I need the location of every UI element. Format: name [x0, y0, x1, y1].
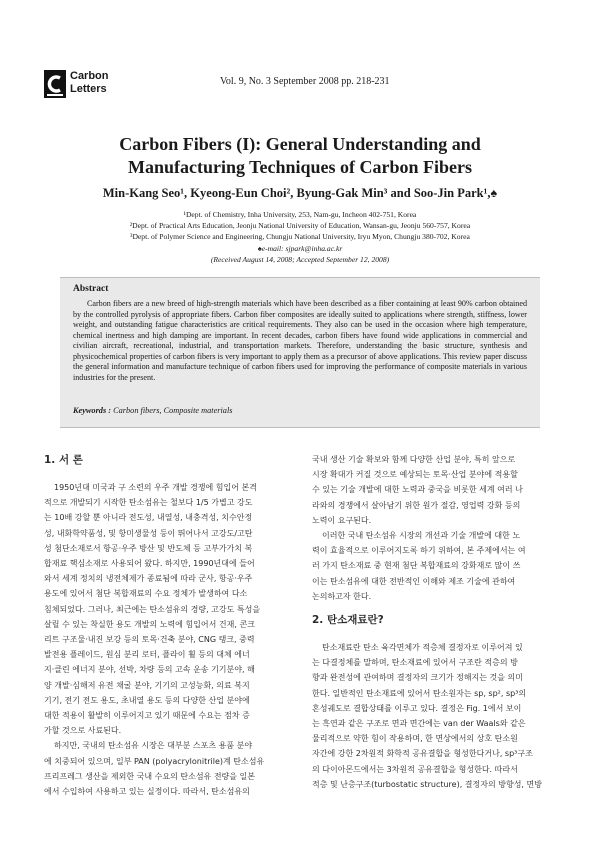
abstract-body: [73, 299, 527, 383]
abstract-box: [60, 277, 540, 428]
section-1-p1-line: 살릴 수 있는 착실한 용도 개발의 노력에 힘입어서 건재, 콘크: [44, 619, 255, 629]
section-1-p3-line: 국내 생산 기술 확보와 함께 다양한 산업 분야, 특히 앞으로: [312, 455, 516, 464]
logo-line-2: Letters: [70, 83, 107, 95]
section-2-p1-line: 적층 및 난층구조(turbostatic structure), 결정자의 방향성, 면방: [312, 779, 542, 789]
section-1-p1-line: 성 첨단소재로서 항공·우주 방산 및 반도체 등 고부가가치 복: [44, 543, 253, 553]
corresponding-email: ♠e-mail: sjpark@inha.ac.kr: [257, 243, 343, 253]
section-1-p2-line: 에 치중되어 있으며, 일부 PAN (polyacrylonitrile)계 탄소섬유: [44, 756, 265, 766]
section-1-p2-line: 에서 수입하여 사용하고 있는 실정이다. 따라서, 탄소섬유의: [44, 787, 250, 797]
section-1-p1-line: 와서 세계 정치의 냉전체제가 종료됨에 따라 군사, 항공·우주: [44, 574, 253, 584]
keywords-list: Carbon fibers, Composite materials: [111, 406, 233, 415]
section-2-p1-line: 혼성궤도로 결합상태를 이루고 있다. 결정은 Fig. 1에서 보이: [312, 703, 522, 713]
section-1-paragraph-4: [312, 528, 556, 604]
section-1-paragraph-3: [312, 452, 556, 528]
section-1-p3-line: 시장 확대가 커질 것으로 예상되는 토목·산업 분야에 적용할: [312, 470, 518, 480]
abstract-heading: Abstract: [73, 284, 109, 294]
logo-line-1: Carbon: [70, 70, 109, 82]
keywords-label: Keywords :: [73, 406, 112, 415]
section-1-p1-line: 가할 것으로 사료된다.: [44, 726, 122, 736]
section-2-heading: 2. 탄소재료란?: [312, 614, 384, 627]
section-1-p2-line: 프리프레그 생산을 제외한 국내 수요의 탄소섬유 전량을 일본: [44, 771, 255, 781]
abstract-paragraph: Carbon fibers are a new breed of high-strength materials which have been described as a fiber containing at least 90% carbon obtained by the controlled pyrolysis of appropriate fibers. Carbon fiber composites are ideally suited to applications where strength, stiffness, lower weight, and outstanding fatigue characteristics are critical requirements. They also can be used in the occasion where high temperature, chemical inertness and high damping are important. In recent decades, carbon fibers have found wide applications in commercial and civilian aircraft, recreational, industrial, and transportation markets. Therefore, understanding the basic structure, synthesis and physicochemical properties of carbon fibers is very important to apply them as a precursor of above applications. This review paper discuss the general information and manufacture technique of carbon fibers used for improving the performance of composite materials in various industries for the present.: [73, 299, 527, 382]
left-column: [44, 452, 288, 799]
section-2-p1-line: 향과 완전성에 관여하며 결정자의 크기가 정해지는 것을 의미: [312, 673, 523, 683]
section-1-p3-line: 라와의 경쟁에서 살아남기 위한 원가 절감, 영업력 강화 등의: [312, 500, 521, 510]
section-1-p1-line: 는 10배 강할 뿐 아니라 전도성, 내열성, 내충격성, 치수안정: [44, 513, 253, 523]
section-1-heading: 1. 서 론: [44, 454, 83, 466]
title-line-1: Carbon Fibers (I): General Understanding and: [119, 134, 481, 154]
right-column: [312, 452, 556, 792]
keywords: [73, 406, 233, 415]
section-1-p1-line: 적으로 개발되기 시작한 탄소섬유는 철보다 1/5 가볍고 강도: [44, 498, 253, 508]
section-2-p1-line: 는 흑연과 같은 구조로 면과 면간에는 van der Waals와 같은: [312, 719, 526, 729]
affiliation-1: ¹Dept. of Chemistry, Inha University, 253, Nam-gu, Incheon 402-751, Korea: [183, 210, 417, 219]
section-1-p1-line: 용도에 있어서 첨단 복합재료의 수요 정체가 발생하여 다소: [44, 589, 248, 599]
section-1-p1-line: 양 개발·심해저 유전 채굴 분야, 기기의 고성능화, 의료 복지: [44, 680, 250, 690]
author-list: Min-Kang Seo¹, Kyeong-Eun Choi², Byung-Gak Min³ and Soo-Jin Park¹,♠: [102, 186, 498, 200]
section-1-p1-line: 성, 내화학약품성, 및 항미생물성 등이 뛰어나서 고강도/고탄: [44, 528, 253, 538]
section-2-p1-line: 자간에 강한 2차원적 화학적 공유결합을 형성한다거나, sp³구조: [312, 749, 533, 759]
received-dates: (Received August 14, 2008; Accepted September 12, 2008): [210, 254, 390, 264]
journal-logo-text: [70, 70, 109, 96]
carbon-letters-logo-icon: [44, 70, 66, 98]
section-1-p4-line: 이러한 국내 탄소섬유 시장의 개선과 기술 개발에 대한 노: [322, 531, 521, 541]
section-1-p1-line: 지·클린 에너지 분야, 선박, 차량 등의 고속 운송 기기분야, 해: [44, 665, 255, 675]
paper-title: [60, 133, 540, 179]
section-2-p1-line: 탄소재료란 탄소 육각면체가 적층체 결정자로 이루어져 있: [322, 643, 523, 653]
section-1-paragraph-1: [44, 480, 288, 738]
section-1-p1-line: 리트 구조물·내진 보강 등의 토목·건축 분야, CNG 탱크, 중력: [44, 635, 255, 645]
section-2-p1-line: 물리적으로 약한 힘이 작용하며, 한 면상에서의 상호 탄소원: [312, 734, 518, 744]
section-2-p1-line: 는 다결정체를 말하며, 탄소재료에 있어서 구조란 적층의 방: [312, 658, 518, 668]
section-1-paragraph-2: [44, 738, 288, 799]
section-1-p2-line: 하지만, 국내의 탄소섬유 시장은 대부분 스포츠 용품 분야: [54, 741, 253, 751]
section-1-p3-line: 노력이 요구된다.: [312, 515, 372, 525]
section-1-p4-line: 력이 효율적으로 이루어지도록 하기 위하여, 본 주제에서는 여: [312, 546, 526, 556]
section-2-paragraph-1: [312, 640, 556, 792]
section-1-p3-line: 수 있는 기술 개발에 대한 노력과 중국을 비롯한 세계 여러 나: [312, 485, 523, 495]
section-1-p1-line: 합재료 핵심소재로 사용되어 왔다. 하지만, 1990년대에 들어: [44, 559, 255, 569]
section-1-p1-line: 대한 적용이 활발히 이루어지고 있기 때문에 수요는 점차 증: [44, 711, 250, 721]
section-1-p4-line: 러 가지 탄소재료 중 현재 첨단 복합재료의 강화재로 많이 쓰: [312, 561, 521, 571]
section-1-p4-line: 논의하고자 한다.: [312, 591, 372, 601]
section-1-p1-line: 침체되었다. 그러나, 최근에는 탄소섬유의 경량, 고강도 특성을: [44, 604, 261, 614]
section-1-p4-line: 이는 탄소섬유에 대한 전반적인 이해와 제조 기술에 관하여: [312, 576, 516, 586]
affiliation-3: ³Dept. of Polymer Science and Engineering, Chungju National University, Iryu Myon, Chungju 380-702, Korea: [130, 232, 470, 242]
section-1-p1-line: 기기, 전기 전도 용도, 초내열 용도 등의 다양한 산업 분야에: [44, 695, 250, 705]
affiliations: [40, 209, 560, 265]
section-1-p1-line: 발전용 플레이드, 원심 분리 로터, 플라이 휠 등의 대체 에너: [44, 650, 250, 660]
affiliation-2: ²Dept. of Practical Arts Education, Jeonju National University of Education, Wansan-gu, Jeonju 560-757, Korea: [129, 221, 471, 231]
journal-volume-info: Vol. 9, No. 3 September 2008 pp. 218-231: [220, 76, 390, 87]
section-2-p1-line: 한다. 일반적인 탄소재료에 있어서 탄소원자는 sp, sp², sp³의: [312, 688, 527, 698]
section-1-p1-line: 1950년대 미국과 구 소련의 우주 개발 경쟁에 힘입어 본격: [54, 483, 257, 492]
journal-logo: [44, 70, 140, 100]
title-line-2: Manufacturing Techniques of Carbon Fibers: [127, 157, 473, 177]
section-2-p1-line: 의 다이아몬드에서는 3차원적 공유결합을 형성한다. 따라서: [312, 764, 518, 774]
